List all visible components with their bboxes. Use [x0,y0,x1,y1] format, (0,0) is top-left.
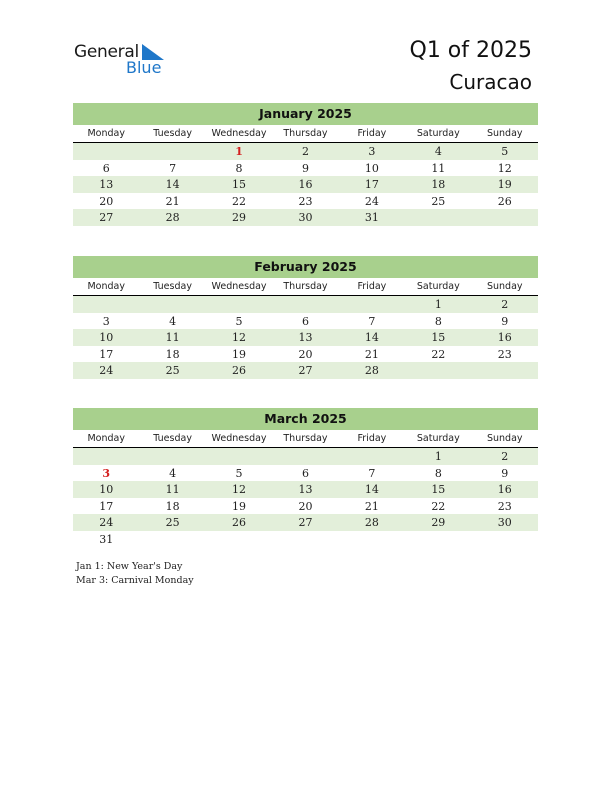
date-cell: 14 [364,331,379,345]
date-cell [206,296,272,313]
date-cell: 22 [431,347,446,361]
date-cell: 1 [434,298,442,311]
date-cell: 24 [99,364,114,378]
weekday-label: Friday [357,433,387,444]
date-cell: 3 [102,314,110,328]
date-cell: 3 [368,145,376,158]
date-cell: 18 [165,499,180,513]
date-cell: 12 [232,483,247,497]
date-cell: 15 [431,483,446,497]
date-cell [472,362,538,379]
week-row [73,448,538,465]
date-cell: 10 [364,161,379,175]
date-cell: 12 [232,331,247,345]
date-cell [272,448,338,465]
weekday-header-row [73,125,538,143]
date-cell: 11 [165,331,180,345]
weekday-label: Thursday [283,433,328,444]
date-cell: 16 [497,331,512,345]
week-row [73,362,538,379]
date-cell: 13 [298,483,313,497]
date-cell: 7 [368,314,376,328]
date-cell: 6 [102,161,110,175]
date-cell: 2 [301,145,309,158]
date-cell: 20 [298,499,313,513]
date-cell: 19 [232,347,247,361]
month-title: March 2025 [73,408,538,430]
date-cell: 22 [431,499,446,513]
logo-text-general: General [74,42,139,62]
date-cell: 20 [298,347,313,361]
weekday-label: Tuesday [153,433,192,444]
weekday-label: Friday [357,281,387,292]
date-cell: 1 [434,450,442,463]
weekday-label: Monday [87,433,125,444]
holiday-notes [76,560,194,587]
date-cell: 5 [235,314,243,328]
date-cell: 19 [232,499,247,513]
holiday-note: Mar 3: Carnival Monday [76,574,194,586]
date-cell [472,209,538,226]
date-cell: 21 [165,194,180,208]
week-row [73,176,538,193]
weekday-label: Sunday [486,128,523,139]
week-row [73,481,538,498]
weekday-label: Sunday [486,281,523,292]
weekday-label: Saturday [416,281,460,292]
date-cell [339,448,405,465]
country-name: Curacao [449,70,532,94]
logo-text-blue: Blue [126,58,162,77]
week-row [73,209,538,226]
date-cell: 4 [169,466,177,480]
date-cell: 10 [99,331,114,345]
date-cell: 18 [165,347,180,361]
date-cell: 24 [364,194,379,208]
date-cell: 4 [434,145,442,158]
date-cell: 29 [232,211,247,225]
date-cell: 26 [232,364,247,378]
month-title: January 2025 [73,103,538,125]
logo [74,42,174,78]
date-cell: 8 [434,466,442,480]
month-calendar [73,408,538,548]
date-cell: 30 [497,516,512,530]
weekday-label: Wednesday [211,281,267,292]
weekday-label: Monday [87,281,125,292]
week-row [73,296,538,313]
date-cell: 23 [497,499,512,513]
month-title: February 2025 [73,256,538,278]
page-title: Q1 of 2025 [409,38,532,63]
week-row [73,514,538,531]
date-cell: 25 [165,516,180,530]
date-cell [139,143,205,160]
date-cell: 17 [99,347,114,361]
weekday-label: Wednesday [211,128,267,139]
date-cell: 9 [301,161,309,175]
weekday-label: Saturday [416,433,460,444]
date-cell: 31 [99,532,114,546]
weekday-label: Tuesday [153,281,192,292]
holiday-date: 3 [102,466,111,480]
date-cell: 25 [165,364,180,378]
date-cell [405,209,471,226]
date-cell: 14 [364,483,379,497]
date-cell: 9 [501,314,509,328]
date-cell [405,531,471,548]
date-cell: 13 [298,331,313,345]
date-cell [73,143,139,160]
date-cell: 8 [434,314,442,328]
date-cell: 17 [99,499,114,513]
holiday-note: Jan 1: New Year's Day [76,561,183,572]
date-cell: 15 [431,331,446,345]
date-cell [139,296,205,313]
date-cell: 16 [497,483,512,497]
date-cell: 27 [298,364,313,378]
weekday-label: Sunday [486,433,523,444]
date-cell: 28 [165,211,180,225]
weekday-label: Monday [87,128,125,139]
weekday-label: Tuesday [153,128,192,139]
date-cell [272,531,338,548]
date-cell: 6 [301,314,309,328]
date-cell [139,531,205,548]
date-cell: 31 [364,211,379,225]
date-cell: 9 [501,466,509,480]
date-cell: 10 [99,483,114,497]
date-cell [405,362,471,379]
week-row [73,465,538,482]
weekday-label: Friday [357,128,387,139]
date-cell [73,448,139,465]
date-cell: 28 [364,516,379,530]
weekday-label: Thursday [283,128,328,139]
week-row [73,313,538,330]
date-cell: 24 [99,516,114,530]
week-row [73,160,538,177]
date-cell: 23 [298,194,313,208]
week-row [73,531,538,548]
date-cell: 7 [368,466,376,480]
date-cell: 27 [298,516,313,530]
date-cell: 14 [165,178,180,192]
date-cell: 11 [165,483,180,497]
date-cell: 26 [497,194,512,208]
date-cell [339,296,405,313]
date-cell: 16 [298,178,313,192]
date-cell: 5 [235,466,243,480]
date-cell [206,531,272,548]
date-cell: 7 [169,161,177,175]
date-cell: 2 [501,298,509,311]
date-cell: 4 [169,314,177,328]
date-cell: 19 [497,178,512,192]
date-cell: 2 [501,450,509,463]
week-row [73,346,538,363]
date-cell: 6 [301,466,309,480]
weekday-label: Saturday [416,128,460,139]
date-cell: 29 [431,516,446,530]
date-cell [206,448,272,465]
date-cell: 5 [501,145,509,158]
date-cell: 27 [99,211,114,225]
date-cell: 23 [497,347,512,361]
date-cell: 15 [232,178,247,192]
holiday-date: 1 [235,145,243,158]
week-row [73,498,538,515]
date-cell: 28 [364,364,379,378]
month-calendar [73,103,538,226]
date-cell: 20 [99,194,114,208]
date-cell: 30 [298,211,313,225]
date-cell [339,531,405,548]
date-cell: 21 [364,347,379,361]
date-cell [73,296,139,313]
date-cell [272,296,338,313]
date-cell: 18 [431,178,446,192]
date-cell: 21 [364,499,379,513]
week-row [73,193,538,210]
date-cell: 17 [364,178,379,192]
date-cell: 12 [497,161,512,175]
date-cell: 26 [232,516,247,530]
weekday-header-row [73,278,538,296]
weekday-label: Thursday [283,281,328,292]
date-cell: 11 [431,161,446,175]
month-calendar [73,256,538,379]
weekday-label: Wednesday [211,433,267,444]
week-row [73,329,538,346]
date-cell [472,531,538,548]
date-cell [139,448,205,465]
weekday-header-row [73,430,538,448]
date-cell: 13 [99,178,114,192]
date-cell: 22 [232,194,247,208]
date-cell: 8 [235,161,243,175]
date-cell: 25 [431,194,446,208]
week-row [73,143,538,160]
